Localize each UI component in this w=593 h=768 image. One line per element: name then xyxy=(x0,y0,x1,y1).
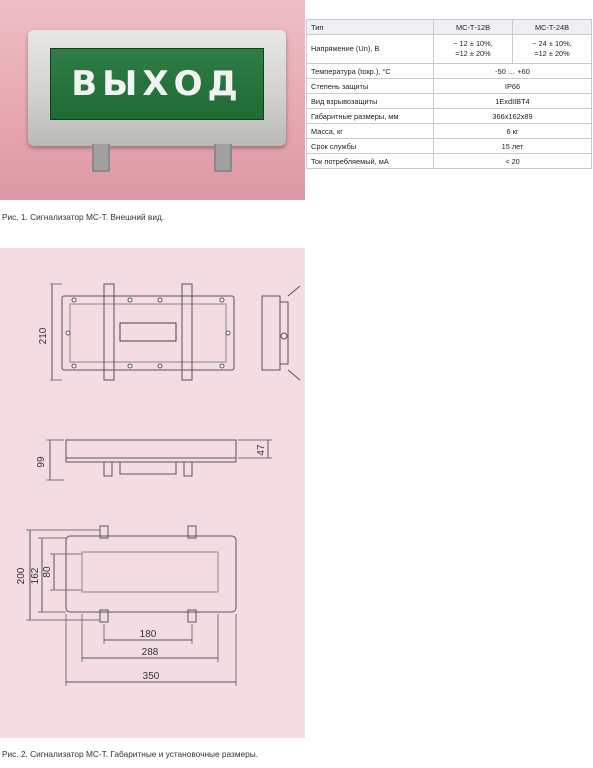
dim-162: 162 xyxy=(30,567,41,585)
sign-housing xyxy=(28,30,286,146)
cell-line: ~ 24 ± 10%, xyxy=(532,39,572,48)
product-photo xyxy=(0,0,305,200)
top-view xyxy=(50,284,234,380)
table-cell: Габаритные размеры, мм xyxy=(307,109,434,124)
table-cell xyxy=(513,35,592,64)
table-cell: МС-Т-24В xyxy=(513,20,592,35)
table-cell: < 20 xyxy=(434,154,592,169)
cell-line: =12 ± 20% xyxy=(455,49,491,58)
table-cell: IP66 xyxy=(434,79,592,94)
dim-99: 99 xyxy=(36,456,47,468)
dim-47: 47 xyxy=(256,444,267,456)
table-cell: Напряжение (Un), В xyxy=(307,35,434,64)
table-cell: Тип xyxy=(307,20,434,35)
table-cell: Масса, кг xyxy=(307,124,434,139)
table-cell: Степень защиты xyxy=(307,79,434,94)
dim-210: 210 xyxy=(38,327,49,345)
table-cell: Температура (tокр.), °С xyxy=(307,64,434,79)
table-cell: Вид взрывозащиты xyxy=(307,94,434,109)
table-cell: Срок службы xyxy=(307,139,434,154)
dim-180: 180 xyxy=(139,629,157,640)
sign-green-panel xyxy=(50,48,264,120)
table-cell: 15 лет xyxy=(434,139,592,154)
table-row xyxy=(307,35,592,64)
mounting-view xyxy=(26,526,236,686)
table-row xyxy=(307,64,592,79)
table-row xyxy=(307,154,592,169)
table-cell: Ток потребляемый, мА xyxy=(307,154,434,169)
table-row xyxy=(307,20,592,35)
table-row xyxy=(307,139,592,154)
side-view xyxy=(262,286,300,380)
dim-350: 350 xyxy=(142,671,160,682)
table-cell: -50 … +60 xyxy=(434,64,592,79)
table-row xyxy=(307,124,592,139)
mount-bracket-left xyxy=(92,144,110,172)
front-view xyxy=(46,440,272,480)
figure-caption-2: Рис. 2. Сигнализатор МС-Т. Габаритные и установочные размеры. xyxy=(2,749,259,759)
table-cell: 366x162x89 xyxy=(434,109,592,124)
figure-caption-1: Рис. 1. Сигнализатор МС-Т. Внешний вид. xyxy=(2,212,165,222)
table-row xyxy=(307,79,592,94)
table-cell: 1ExdIIBT4 xyxy=(434,94,592,109)
table-cell: 6 кг xyxy=(434,124,592,139)
table-cell: МС-Т-12В xyxy=(434,20,513,35)
spec-table xyxy=(306,19,592,169)
table-cell xyxy=(434,35,513,64)
table-row xyxy=(307,94,592,109)
mount-bracket-right xyxy=(214,144,232,172)
dim-200: 200 xyxy=(16,567,27,585)
dim-288: 288 xyxy=(141,647,159,658)
table-row xyxy=(307,109,592,124)
cell-line: ~ 12 ± 10%, xyxy=(453,39,493,48)
sign-text: ВЫХОД xyxy=(71,64,243,104)
technical-drawing xyxy=(0,248,305,738)
drawing-svg xyxy=(0,248,305,738)
cell-line: =12 ± 20% xyxy=(534,49,570,58)
dim-80: 80 xyxy=(42,566,53,578)
